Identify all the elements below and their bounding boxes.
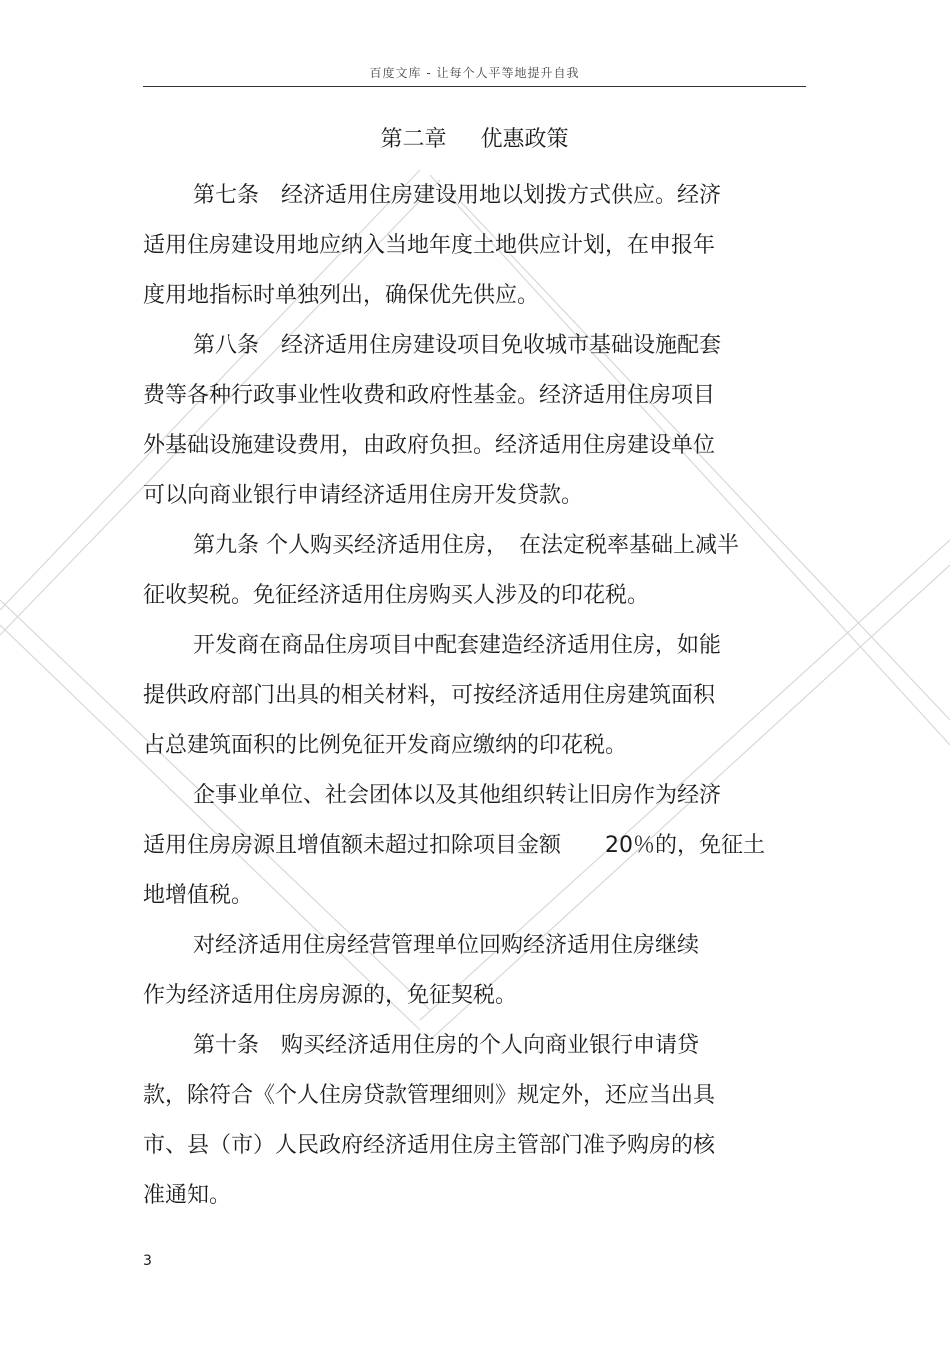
text-line: 款，除符合《个人住房贷款管理细则》规定外，还应当出具: [143, 1083, 716, 1108]
text-line: 企事业单位、社会团体以及其他组织转让旧房作为经济: [193, 783, 722, 808]
chapter-number: 第二章: [380, 127, 447, 152]
page-header: [143, 62, 806, 87]
chapter-title: [143, 122, 806, 158]
text-line: 准通知。: [143, 1183, 232, 1208]
text-line: 外基础设施建设费用，由政府负担。经济适用住房建设单位: [143, 433, 716, 458]
header-text: 百度文库 - 让每个人平等地提升自我: [369, 66, 580, 80]
text-line: 征收契税。免征经济适用住房购买人涉及的印花税。: [143, 583, 650, 608]
text-line: 第七条 经济适用住房建设用地以划拨方式供应。经济: [193, 183, 722, 208]
text-line: 费等各种行政事业性收费和政府性基金。经济适用住房项目: [143, 383, 716, 408]
text-line: 市、县（市）人民政府经济适用住房主管部门准予购房的核: [143, 1133, 716, 1158]
page-number: 3: [143, 1253, 152, 1269]
text-line: 适用住房房源且增值额未超过扣除项目金额 20％的，免征土: [143, 833, 765, 858]
text-line: 度用地指标时单独列出，确保优先供应。: [143, 283, 540, 308]
text-line: 提供政府部门出具的相关材料，可按经济适用住房建筑面积: [143, 683, 716, 708]
text-line: 第十条 购买经济适用住房的个人向商业银行申请贷: [193, 1033, 700, 1058]
text-line: 适用住房建设用地应纳入当地年度土地供应计划，在申报年: [143, 233, 716, 258]
text-line: 占总建筑面积的比例免征开发商应缴纳的印花税。: [143, 733, 628, 758]
text-line: 第九条 个人购买经济适用住房， 在法定税率基础上减半: [193, 533, 739, 558]
text-line: 作为经济适用住房房源的，免征契税。: [143, 983, 518, 1008]
text-line: 第八条 经济适用住房建设项目免收城市基础设施配套: [193, 333, 722, 358]
text-line: 可以向商业银行申请经济适用住房开发贷款。: [143, 483, 584, 508]
text-line: 对经济适用住房经营管理单位回购经济适用住房继续: [193, 933, 700, 958]
text-line: 开发商在商品住房项目中配套建造经济适用住房，如能: [193, 633, 722, 658]
chapter-name: 优惠政策: [480, 127, 569, 152]
text-line: 地增值税。: [143, 883, 254, 908]
